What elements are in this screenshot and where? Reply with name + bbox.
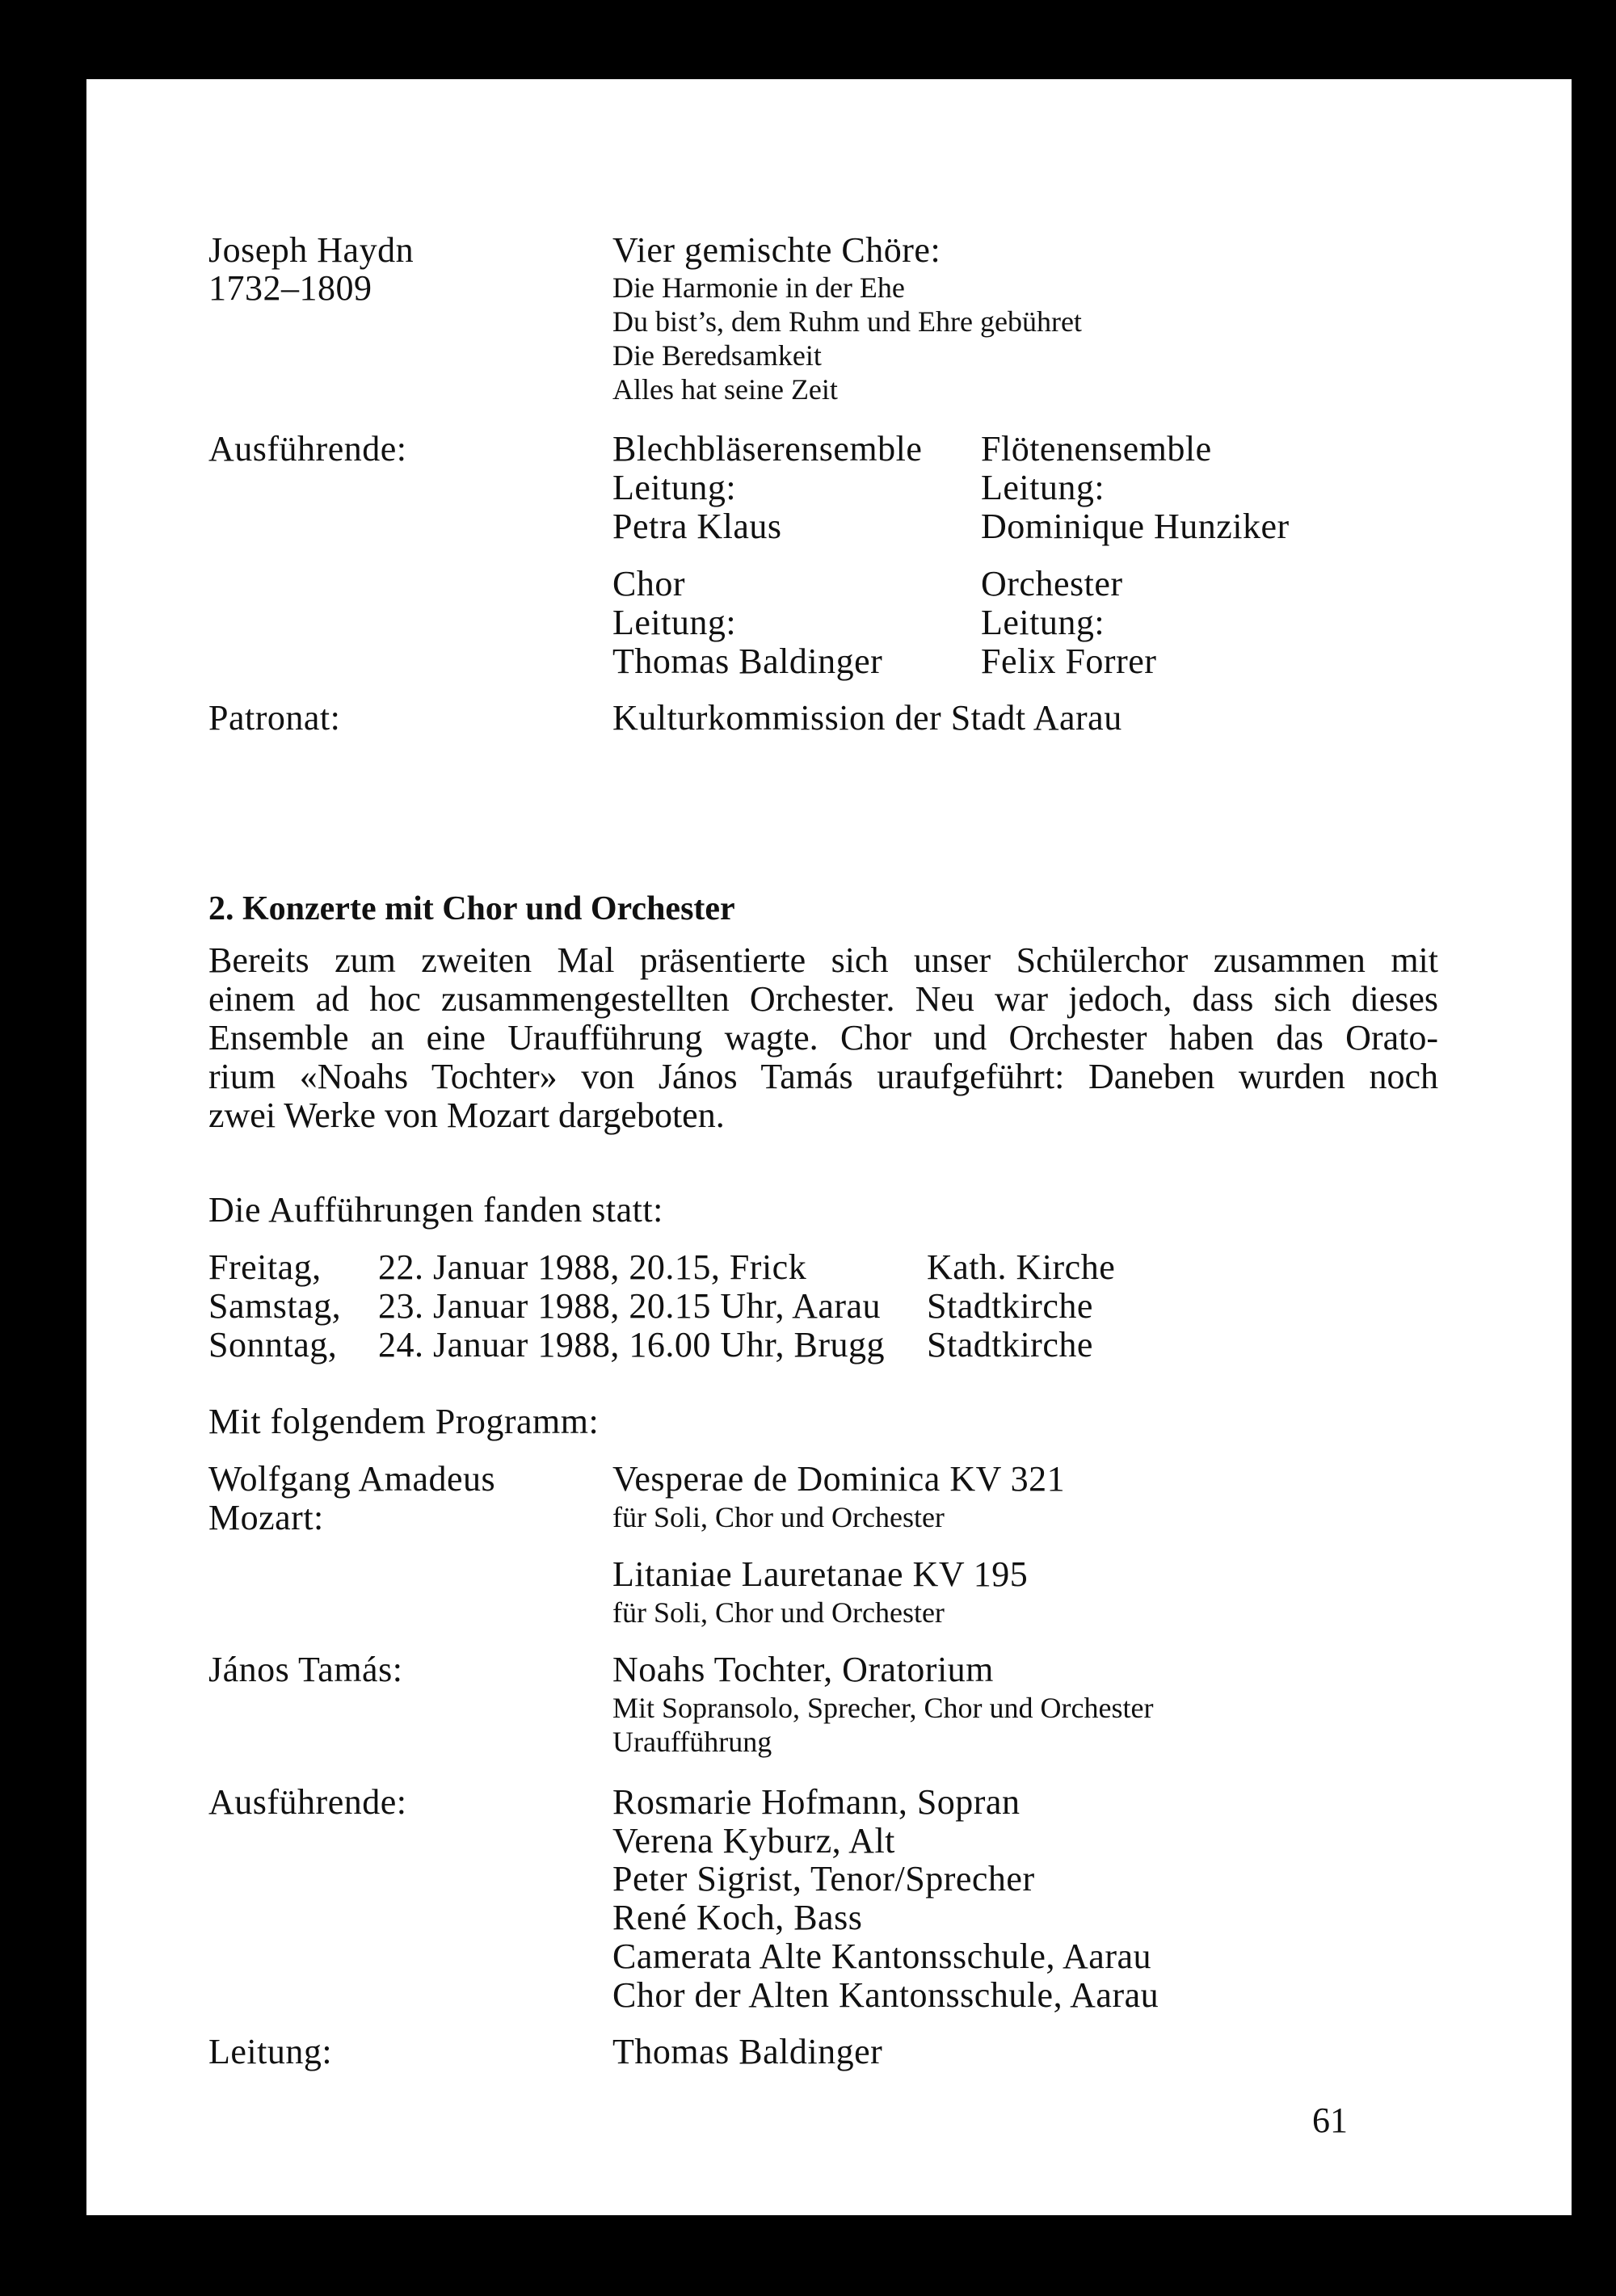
- tamas-work-sub: Mit Sopransolo, Sprecher, Chor und Orchester: [612, 1692, 1154, 1724]
- performer-name: Chor der Alten Kantonsschule, Aarau: [612, 1975, 1159, 2015]
- mozart-work-title: Litaniae Lauretanae KV 195: [612, 1554, 1029, 1594]
- haydn-work: Die Harmonie in der Ehe: [612, 271, 905, 304]
- group-leitung: Leitung:: [612, 603, 737, 642]
- mozart-composer: Mozart:: [208, 1498, 324, 1537]
- mozart-work-title: Vesperae de Dominica KV 321: [612, 1459, 1066, 1499]
- leitung-label: Leitung:: [208, 2032, 333, 2071]
- haydn-work: Die Beredsamkeit: [612, 339, 822, 372]
- page-number: 61: [1312, 2100, 1348, 2140]
- patronat-label: Patronat:: [208, 698, 341, 738]
- group-leader: Dominique Hunziker: [981, 507, 1290, 546]
- performances-intro: Die Aufführungen fanden statt:: [208, 1190, 663, 1230]
- performance-day: Sonntag,: [208, 1325, 338, 1365]
- haydn-composer: Joseph Haydn: [208, 230, 415, 270]
- performer-name: Camerata Alte Kantonsschule, Aarau: [612, 1936, 1152, 1976]
- document-page: [86, 79, 1572, 2215]
- performance-date: 24. Januar 1988, 16.00 Uhr, Brugg: [378, 1325, 885, 1365]
- performer-name: Peter Sigrist, Tenor/Sprecher: [612, 1859, 1035, 1899]
- performer-name: Rosmarie Hofmann, Sopran: [612, 1782, 1021, 1822]
- performance-date: 22. Januar 1988, 20.15, Frick: [378, 1247, 807, 1287]
- group-leader: Petra Klaus: [612, 507, 782, 546]
- haydn-work: Du bist’s, dem Ruhm und Ehre gebühret: [612, 305, 1082, 338]
- performance-day: Samstag,: [208, 1286, 342, 1326]
- performance-day: Freitag,: [208, 1247, 322, 1287]
- haydn-years: 1732–1809: [208, 268, 372, 308]
- mozart-composer: Wolfgang Amadeus: [208, 1459, 496, 1499]
- group-name: Orchester: [981, 564, 1123, 603]
- group-leader: Thomas Baldinger: [612, 641, 883, 681]
- group-name: Blechbläserensemble: [612, 429, 923, 469]
- tamas-composer: János Tamás:: [208, 1650, 403, 1689]
- group-leader: Felix Forrer: [981, 641, 1157, 681]
- group-leitung: Leitung:: [981, 603, 1105, 642]
- group-name: Flötenensemble: [981, 429, 1212, 469]
- performer-name: René Koch, Bass: [612, 1898, 863, 1937]
- program-intro: Mit folgendem Programm:: [208, 1402, 600, 1441]
- group-leitung: Leitung:: [981, 468, 1105, 507]
- paragraph-line: Ensemble an eine Uraufführung wagte. Chor und Orchester haben das Orato-: [208, 1018, 1438, 1058]
- performer-name: Verena Kyburz, Alt: [612, 1821, 895, 1861]
- performers2-label: Ausführende:: [208, 1782, 407, 1822]
- group-name: Chor: [612, 564, 685, 603]
- performance-venue: Stadtkirche: [927, 1286, 1093, 1326]
- paragraph-line: zwei Werke von Mozart dargeboten.: [208, 1095, 725, 1135]
- performance-venue: Kath. Kirche: [927, 1247, 1116, 1287]
- tamas-work-title: Noahs Tochter, Oratorium: [612, 1650, 994, 1689]
- haydn-title: Vier gemischte Chöre:: [612, 230, 941, 270]
- group-leitung: Leitung:: [612, 468, 737, 507]
- mozart-work-sub: für Soli, Chor und Orchester: [612, 1501, 945, 1533]
- patronat-value: Kulturkommission der Stadt Aarau: [612, 698, 1122, 738]
- section-paragraph: [208, 941, 1438, 1135]
- section-heading: 2. Konzerte mit Chor und Orchester: [208, 890, 735, 927]
- paragraph-line: rium «Noahs Tochter» von János Tamás uraufgeführt: Daneben wurden noch: [208, 1057, 1438, 1096]
- performance-date: 23. Januar 1988, 20.15 Uhr, Aarau: [378, 1286, 882, 1326]
- leitung-value: Thomas Baldinger: [612, 2032, 883, 2071]
- performance-venue: Stadtkirche: [927, 1325, 1093, 1365]
- paragraph-line: Bereits zum zweiten Mal präsentierte sich unser Schülerchor zusammen mit: [208, 940, 1438, 980]
- performers-label: Ausführende:: [208, 429, 407, 469]
- paragraph-line: einem ad hoc zusammengestellten Orchester. Neu war jedoch, dass sich dieses: [208, 979, 1438, 1019]
- tamas-work-sub: Uraufführung: [612, 1726, 772, 1758]
- mozart-work-sub: für Soli, Chor und Orchester: [612, 1596, 945, 1629]
- haydn-work: Alles hat seine Zeit: [612, 373, 838, 406]
